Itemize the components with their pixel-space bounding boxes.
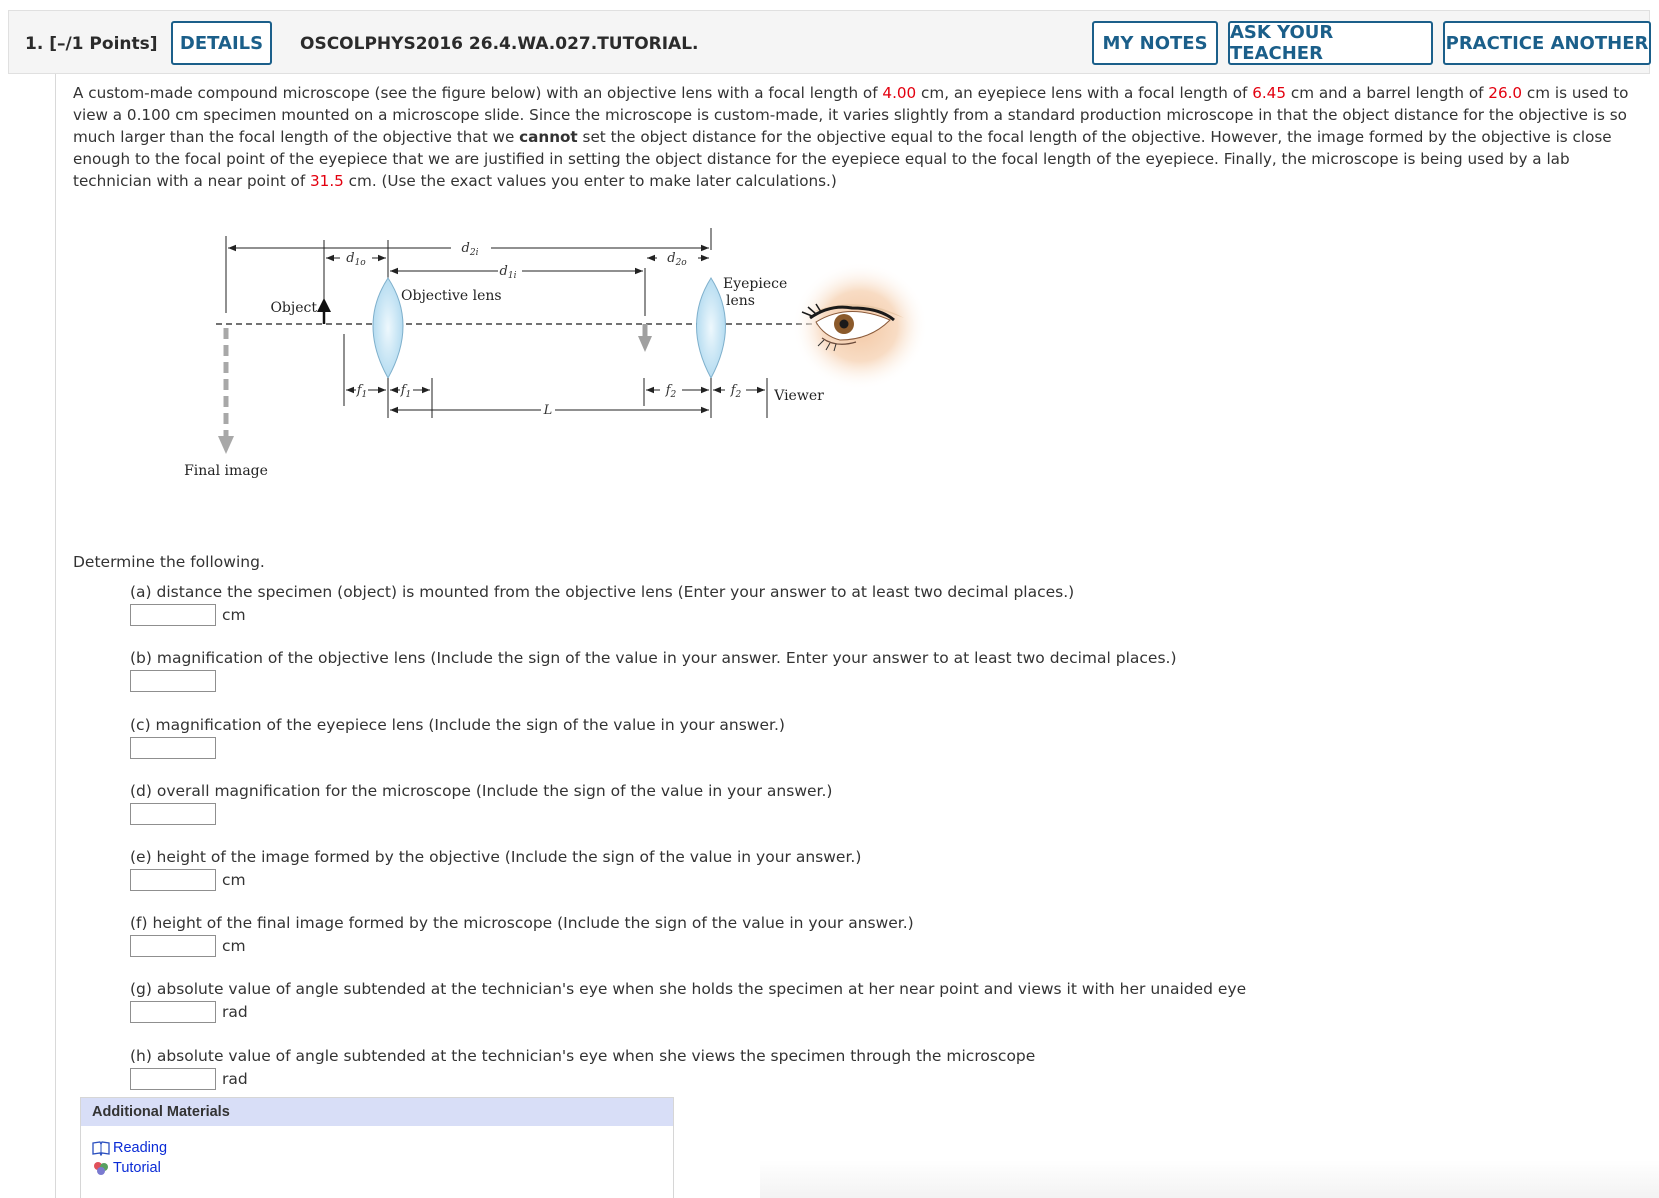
part-e — [130, 848, 1630, 891]
part-b-answer-input[interactable] — [130, 670, 216, 692]
additional-materials-panel — [80, 1097, 674, 1198]
part-g-question: (g) absolute value of angle subtended at the technician's eye when she holds the specimen at her near point and views it with her unaided eye — [130, 980, 1247, 998]
reading-link[interactable]: Reading — [113, 1140, 168, 1156]
d2o-label: $d_{2o}$ — [667, 251, 687, 268]
objective-focal-length: 4.00 — [882, 84, 917, 102]
part-c-question: (c) magnification of the eyepiece lens (Include the sign of the value in your answer.) — [130, 716, 785, 734]
part-f-unit: cm — [222, 937, 246, 955]
part-c — [130, 716, 1630, 759]
near-point: 31.5 — [310, 172, 344, 190]
objective-lens-label: Objective lens — [401, 288, 502, 304]
part-d-question: (d) overall magnification for the microscope (Include the sign of the value in your answer.) — [130, 782, 833, 800]
part-f-question: (f) height of the final image formed by the microscope (Include the sign of the value in your answer.) — [130, 914, 914, 932]
part-g-unit: rad — [222, 1003, 248, 1021]
part-d-answer-input[interactable] — [130, 803, 216, 825]
f2-label-left: $f_2$ — [665, 383, 677, 400]
d1o-label: $d_{1o}$ — [346, 251, 366, 268]
part-g — [130, 980, 1630, 1023]
tutorial-link[interactable]: Tutorial — [113, 1160, 161, 1176]
tutorial-icon — [92, 1161, 110, 1176]
part-g-answer-input[interactable] — [130, 1001, 216, 1023]
eye-icon — [792, 262, 928, 390]
part-a-unit: cm — [222, 606, 246, 624]
part-b-question: (b) magnification of the objective lens (Include the sign of the value in your answer. Enter your answer to at least two decimal places.) — [130, 649, 1177, 667]
question-id: OSCOLPHYS2016 26.4.WA.027.TUTORIAL. — [300, 34, 699, 54]
bottom-shade — [760, 1160, 1659, 1198]
part-a-answer-input[interactable] — [130, 604, 216, 626]
part-e-question: (e) height of the image formed by the objective (Include the sign of the value in your answer.) — [130, 848, 862, 866]
part-a — [130, 583, 1630, 626]
eyepiece-label-2: lens — [726, 293, 755, 309]
part-b — [130, 649, 1630, 692]
part-c-answer-input[interactable] — [130, 737, 216, 759]
eyepiece-focal-length: 6.45 — [1252, 84, 1287, 102]
part-e-unit: cm — [222, 871, 246, 889]
object-label: Object — [270, 300, 317, 316]
additional-materials-title: Additional Materials — [81, 1098, 673, 1126]
barrel-L-label: L — [543, 403, 553, 418]
part-h — [130, 1047, 1630, 1090]
problem-statement: A custom-made compound microscope (see the figure below) with an objective lens with a focal length of 4.00 cm, an eyepiece lens with a focal length of 6.45 cm and a barrel length of 26.0 cm is used to view a 0.100 cm specimen mounted on a microscope slide. Since the microscope is custom-made, it varies slightly from a standard production microscope in that the object distance for the objective is so much larger than the focal length of the objective that we cannot set the object distance for the objective equal to the focal length of the objective. However, the image formed by the objective is close enough to the focal point of the eyepiece that we are justified in setting the object distance for the eyepiece equal to the focal length of the eyepiece. Finally, the microscope is being used by a lab technician with a near point of 31.5 cm. (Use the exact values you enter to make later calculations.) — [73, 84, 1629, 190]
book-icon — [92, 1141, 110, 1156]
my-notes-button[interactable]: MY NOTES — [1092, 21, 1218, 65]
determine-label: Determine the following. — [73, 553, 265, 571]
d2i-label: $d_{2i}$ — [461, 241, 479, 258]
question-header — [8, 10, 1650, 74]
part-a-question: (a) distance the specimen (object) is mounted from the objective lens (Enter your answer to at least two decimal places.) — [130, 583, 1075, 601]
eyepiece-label-1: Eyepiece — [723, 276, 788, 292]
ask-your-teacher-button[interactable]: ASK YOUR TEACHER — [1228, 21, 1433, 65]
details-button[interactable]: DETAILS — [171, 21, 272, 65]
question-points: 1. [–/1 Points] — [25, 34, 158, 54]
viewer-label: Viewer — [774, 388, 824, 404]
microscope-figure — [180, 228, 940, 528]
final-image-label: Final image — [184, 463, 268, 479]
practice-another-button[interactable]: PRACTICE ANOTHER — [1443, 21, 1651, 65]
part-e-answer-input[interactable] — [130, 869, 216, 891]
objective-lens-shape — [373, 278, 403, 378]
reading-link-row[interactable] — [92, 1140, 673, 1156]
part-f-answer-input[interactable] — [130, 935, 216, 957]
part-h-unit: rad — [222, 1070, 248, 1088]
tutorial-link-row[interactable] — [92, 1160, 673, 1176]
d1i-label: $d_{1i}$ — [499, 264, 517, 281]
barrel-length: 26.0 — [1488, 84, 1523, 102]
part-h-question: (h) absolute value of angle subtended at the technician's eye when she views the specimen through the microscope — [130, 1047, 1036, 1065]
left-rule — [55, 74, 56, 1198]
eyepiece-lens-shape — [697, 278, 726, 378]
part-f — [130, 914, 1630, 957]
part-h-answer-input[interactable] — [130, 1068, 216, 1090]
f2-label-right: $f_2$ — [730, 383, 742, 400]
part-d — [130, 782, 1630, 825]
f1-label-left: $f_1$ — [356, 383, 368, 400]
f1-label-right: $f_1$ — [400, 383, 412, 400]
